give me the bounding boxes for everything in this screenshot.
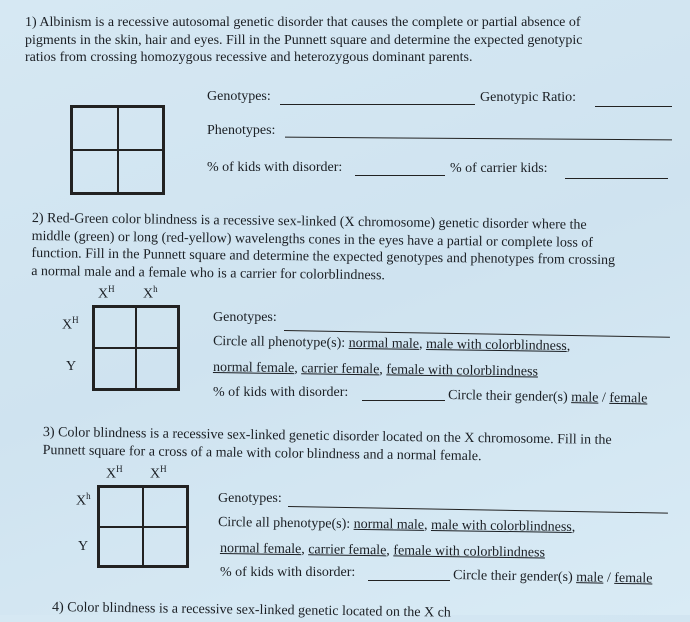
q3-pct-disorder-blank[interactable] xyxy=(368,580,450,581)
option-male-colorblind[interactable]: male with colorblindness xyxy=(430,517,572,535)
q2-line: middle (green) or long (red-yellow) wavelengths cones in the eyes have a partial or complete loss of xyxy=(31,228,594,251)
q3-genotypes-blank[interactable] xyxy=(288,506,668,514)
q1-genotypic-ratio-label: Genotypic Ratio: xyxy=(480,90,577,105)
q1-pct-carrier-label: % of carrier kids: xyxy=(450,161,548,176)
q1-genotypes-blank[interactable] xyxy=(280,104,475,105)
q2-genotypes-label: Genotypes: xyxy=(213,310,277,325)
q3-prompt xyxy=(43,424,612,467)
gender-label: Circle their gender(s) xyxy=(452,568,573,586)
option-male[interactable]: male xyxy=(576,570,604,586)
q2-phenotype-options-2: normal female, carrier female, female with colorblindness xyxy=(212,360,539,380)
option-normal-female[interactable]: normal female xyxy=(212,360,295,377)
q3-col1-allele: $X^H$ xyxy=(106,464,123,482)
q1-pct-carrier-blank[interactable] xyxy=(565,178,668,179)
separator: / xyxy=(606,570,611,586)
q3-punnett-square[interactable] xyxy=(97,485,189,568)
option-carrier-female[interactable]: carrier female xyxy=(301,361,380,378)
q1-pct-disorder-label: % of kids with disorder: xyxy=(207,160,343,175)
q1-line: 1) Albinism is a recessive autosomal genetic disorder that causes the complete or partial absence of xyxy=(25,15,581,30)
q2-gender-choice xyxy=(448,387,648,407)
q3-row1-allele: $X^h$ xyxy=(76,491,91,509)
option-female[interactable]: female xyxy=(614,570,653,587)
option-female[interactable]: female xyxy=(609,390,648,407)
q1-pct-disorder-blank[interactable] xyxy=(355,175,445,176)
q3-phenotype-options: Circle all phenotype(s): normal male, male with colorblindness, xyxy=(217,515,576,535)
q3-line: Punnett square for a cross of a male with color blindness and a normal female. xyxy=(42,442,482,464)
q1-prompt xyxy=(25,14,583,67)
option-normal-male[interactable]: normal male xyxy=(353,516,425,533)
q4-prompt: 4) Color blindness is a recessive sex-linked genetic located on the X ch xyxy=(51,600,451,621)
q3-gender-choice xyxy=(453,567,653,587)
circle-label: Circle all phenotype(s): xyxy=(217,515,351,532)
separator: / xyxy=(601,390,606,406)
option-normal-male[interactable]: normal male xyxy=(348,335,420,352)
q3-row2-allele: Y xyxy=(78,539,89,554)
q3-genotypes-label: Genotypes: xyxy=(218,491,282,506)
q3-phenotype-options-2: normal female, carrier female, female with colorblindness xyxy=(219,541,546,561)
option-male[interactable]: male xyxy=(571,390,599,406)
q1-phenotypes-blank[interactable] xyxy=(285,137,672,141)
q2-pct-disorder-blank[interactable] xyxy=(362,400,445,401)
q2-phenotype-options: Circle all phenotype(s): normal male, male with colorblindness, xyxy=(212,334,571,354)
q3-pct-disorder-label: % of kids with disorder: xyxy=(220,565,356,580)
q2-pct-disorder-label: % of kids with disorder: xyxy=(213,385,349,400)
q1-line: ratios from crossing homozygous recessive and heterozygous dominant parents. xyxy=(25,50,473,65)
q2-col1-allele: $X^H$ xyxy=(98,284,115,302)
gender-label: Circle their gender(s) xyxy=(447,388,568,406)
q1-line: pigments in the skin, hair and eyes. Fill in the Punnett square and determine the expected genotypic xyxy=(25,32,583,48)
q2-line: a normal male and a female who is a carrier for colorblindness. xyxy=(31,263,386,283)
option-carrier-female[interactable]: carrier female xyxy=(308,542,387,559)
option-female-colorblind[interactable]: female with colorblindness xyxy=(386,362,539,380)
option-male-colorblind[interactable]: male with colorblindness xyxy=(425,336,567,354)
q1-genotypes-label: Genotypes: xyxy=(207,89,271,104)
q2-line: function. Fill in the Punnett square and determine the expected genotypes and phenotypes from crossing xyxy=(31,245,616,269)
q2-col2-allele: $X^h$ xyxy=(143,284,158,302)
circle-label: Circle all phenotype(s): xyxy=(212,334,346,351)
option-female-colorblind[interactable]: female with colorblindness xyxy=(393,543,546,561)
q2-punnett-square[interactable] xyxy=(92,305,180,391)
option-normal-female[interactable]: normal female xyxy=(219,541,302,558)
q1-phenotypes-label: Phenotypes: xyxy=(207,123,276,138)
q2-row2-allele: Y xyxy=(66,359,77,374)
q2-prompt xyxy=(31,210,615,287)
q3-col2-allele: $X^H$ xyxy=(150,464,167,482)
q3-line: 3) Color blindness is a recessive sex-linked genetic disorder located on the X chromosome. Fill in the xyxy=(42,424,612,448)
q2-row1-allele: $X^H$ xyxy=(62,315,79,333)
q1-punnett-square[interactable] xyxy=(70,105,165,195)
q2-line: 2) Red-Green color blindness is a recessive sex-linked (X chromosome) genetic disorder where the xyxy=(31,210,587,233)
q1-ratio-blank[interactable] xyxy=(595,106,672,107)
